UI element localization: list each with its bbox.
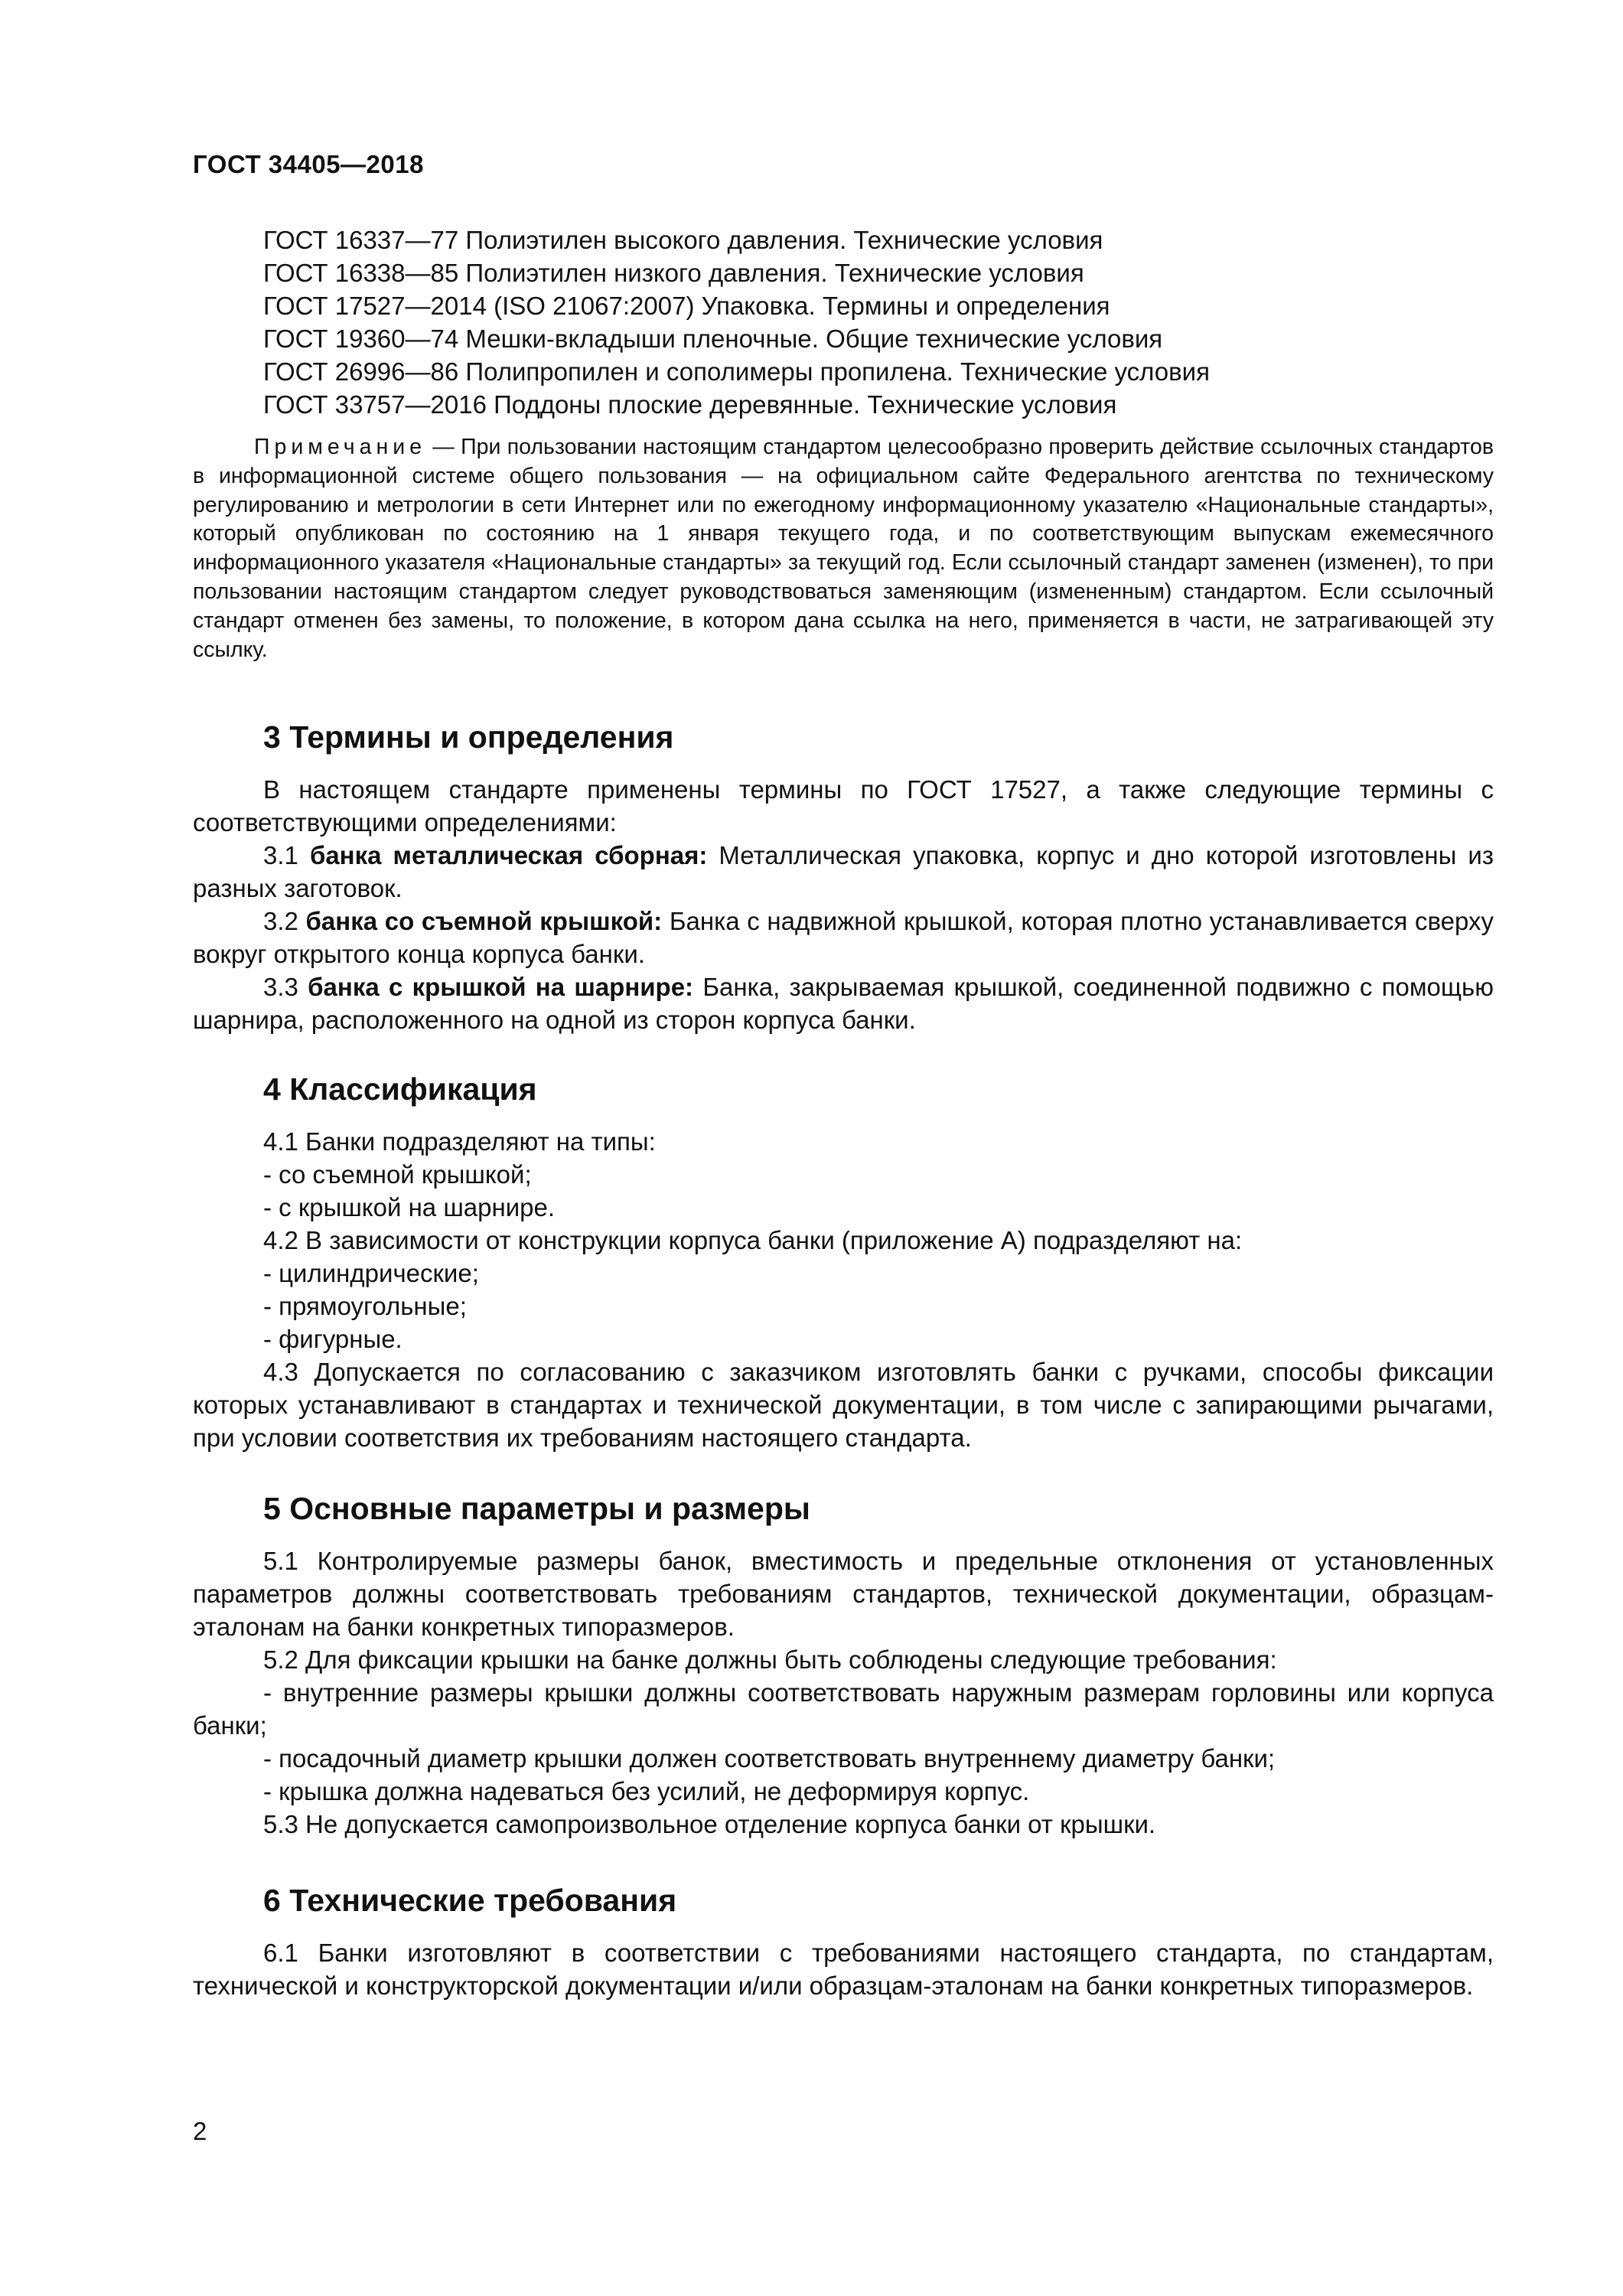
section-6-body: [193, 1936, 1494, 2002]
clause-5-3: 5.3 Не допускается самопроизвольное отделение корпуса банки от крышки.: [263, 1810, 1156, 1838]
note-label: Примечание: [254, 435, 426, 459]
section-5-title: 5 Основные параметры и размеры: [263, 1491, 810, 1526]
list-item: - посадочный диаметр крышки должен соответствовать внутреннему диаметру банки;: [263, 1744, 1276, 1773]
term-3-1: 3.1 банка металлическая сборная: Металлическая упаковка, корпус и дно которой изготовлены из разных заготовок.: [193, 841, 1494, 902]
clause-6-1: 6.1 Банки изготовляют в соответствии с требованиями настоящего стандарта, по стандартам, технической и конструкторской документации и/или образцам-эталонам на банки конкретных типоразмеров.: [193, 1939, 1494, 2000]
page-number: 2: [193, 2117, 207, 2145]
term-definition: Банка, закрываемая крышкой, соединенной подвижно с помощью шарнира, расположенного на одной из сторон корпуса банки.: [193, 973, 1494, 1034]
term-3-2: 3.2 банка со съемной крышкой: Банка с надвижной крышкой, которая плотно устанавливается сверху вокруг открытого конца корпуса банки.: [193, 907, 1494, 968]
term-name: банка с крышкой на шарнире:: [308, 973, 694, 1001]
doc-header: ГОСТ 34405—2018: [193, 150, 424, 178]
reference-item: ГОСТ 33757—2016 Поддоны плоские деревянные. Технические условия: [263, 390, 1117, 419]
term-name: банка металлическая сборная:: [309, 841, 708, 869]
list-item: - цилиндрические;: [263, 1259, 479, 1287]
term-definition: Банка с надвижной крышкой, которая плотно устанавливается сверху вокруг открытого конца корпуса банки.: [193, 907, 1494, 968]
clause-5-1: 5.1 Контролируемые размеры банок, вместимость и предельные отклонения от установленных параметров должны соответствовать требованиям стандартов, технической документации, образцам-эталонам на банки конкретных типоразмеров.: [193, 1547, 1494, 1641]
reference-item: ГОСТ 16337—77 Полиэтилен высокого давления. Технические условия: [263, 226, 1103, 254]
list-item: - прямоугольные;: [263, 1292, 467, 1320]
term-definition: Металлическая упаковка, корпус и дно которой изготовлены из разных заготовок.: [193, 841, 1494, 902]
list-item: - внутренние размеры крышки должны соответствовать наружным размерам горловины или корпуса банки;: [193, 1678, 1494, 1740]
list-item: - со съемной крышкой;: [263, 1160, 532, 1189]
reference-item: ГОСТ 26996—86 Полипропилен и сополимеры пропилена. Технические условия: [263, 357, 1210, 386]
list-item: - крышка должна надеваться без усилий, не деформируя корпус.: [263, 1777, 1030, 1805]
reference-item: ГОСТ 17527—2014 (ISO 21067:2007) Упаковка. Термины и определения: [263, 292, 1110, 320]
list-item: - фигурные.: [263, 1325, 402, 1353]
clause-4-2: 4.2 В зависимости от конструкции корпуса банки (приложение А) подразделяют на:: [263, 1226, 1243, 1254]
section-6-title: 6 Технические требования: [263, 1883, 677, 1918]
term-3-3: 3.3 банка с крышкой на шарнире: Банка, закрываемая крышкой, соединенной подвижно с помощью шарнира, расположенного на одной из сторон корпуса банки.: [193, 973, 1494, 1034]
clause-4-3: 4.3 Допускается по согласованию с заказчиком изготовлять банки с ручками, способы фиксации которых устанавливают в стандартах и технической документации, в том числе с запирающими рычагами, при условии соответствия их требованиям настоящего стандарта.: [193, 1358, 1494, 1452]
list-item: - с крышкой на шарнире.: [263, 1193, 556, 1221]
clause-5-2: 5.2 Для фиксации крышки на банке должны быть соблюдены следующие требования:: [263, 1645, 1277, 1674]
reference-item: ГОСТ 16338—85 Полиэтилен низкого давления. Технические условия: [263, 259, 1084, 287]
term-name: банка со съемной крышкой:: [305, 907, 663, 935]
clause-4-1: 4.1 Банки подразделяют на типы:: [263, 1127, 656, 1156]
section-4-title: 4 Классификация: [263, 1071, 537, 1107]
note-text: — При пользовании настоящим стандартом целесообразно проверить действие ссылочных стандартов в информационной системе общего пользования — на официальном сайте Федерального агентства по техническому регулированию и метрологии в сети Интернет или по ежегодному информационному указателю «Национальные стандарты», который опубликован по состоянию на 1 января текущего года, и по соответствующим выпускам ежемесячного информационного указателя «Национальные стандарты» за текущий год. Если ссылочный стандарт заменен (изменен), то при пользовании настоящим стандартом следует руководствоваться заменяющим (измененным) стандартом. Если ссылочный стандарт отменен без замены, то положение, в котором дана ссылка на него, применяется в части, не затрагивающей эту ссылку.: [193, 435, 1494, 662]
section-3-title: 3 Термины и определения: [263, 719, 674, 755]
section-3-body: [193, 773, 1494, 1036]
section-4-body: [193, 1125, 1494, 1454]
section-5-body: [193, 1544, 1494, 1841]
normative-references-list: [263, 223, 1503, 421]
reference-item: ГОСТ 19360—74 Мешки-вкладыши пленочные. Общие технические условия: [263, 325, 1163, 353]
note-block: [193, 433, 1494, 664]
section-3-intro: В настоящем стандарте применены термины по ГОСТ 17527, а также следующие термины с соответствующими определениями:: [193, 775, 1494, 837]
